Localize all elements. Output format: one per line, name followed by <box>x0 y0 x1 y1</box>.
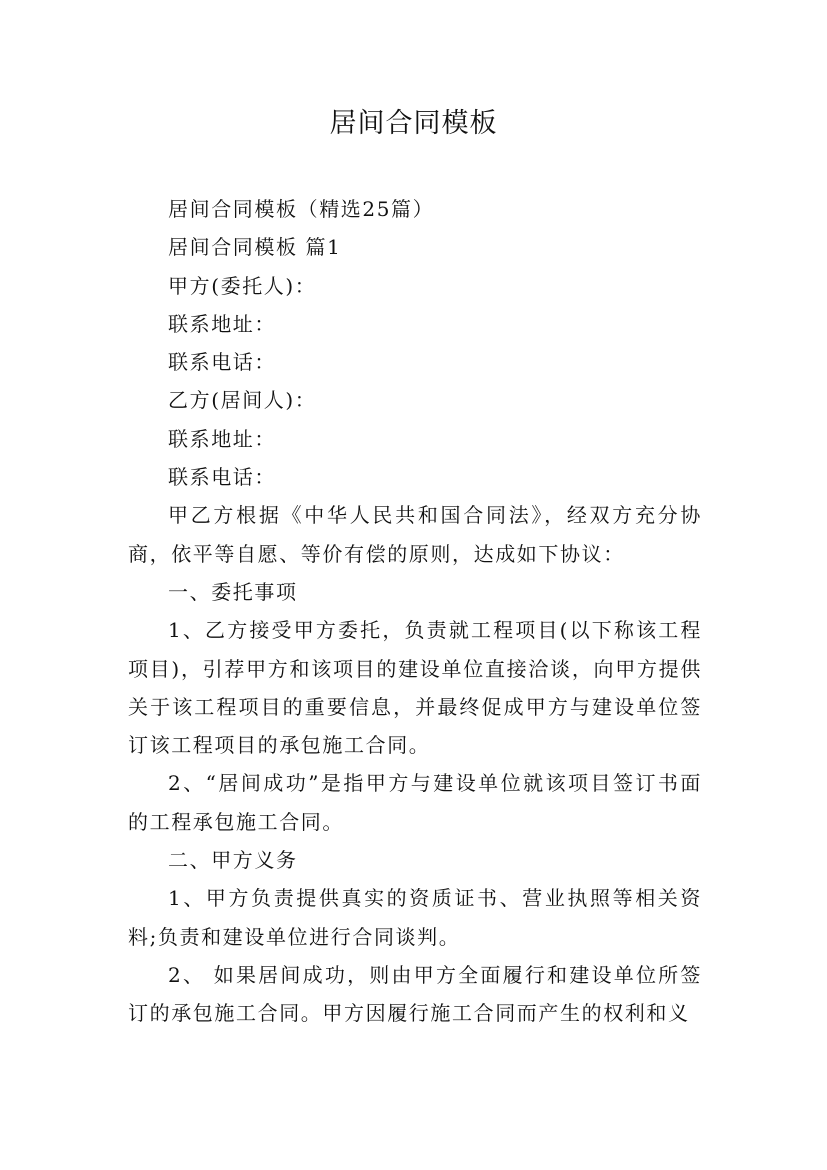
subtitle-line: 居间合同模板（精选25篇） <box>168 197 435 221</box>
document-body <box>128 190 702 1033</box>
clause-heading-1: 一、委托事项 <box>168 579 298 604</box>
clause-2-item-2: 2、 如果居间成功，则由甲方全面履行和建设单位所签订的承包施工合同。甲方因履行施工合同而产生的权利和义 <box>128 962 702 1026</box>
agreement-intro: 甲乙方根据《中华人民共和国合同法》，经双方充分协商，依平等自愿、等价有偿的原则，达成如下协议： <box>128 503 702 566</box>
clause-heading-2: 二、甲方义务 <box>168 848 298 873</box>
party-a-label: 甲方(委托人)： <box>168 273 317 298</box>
party-a-phone: 联系电话： <box>168 350 276 375</box>
section-heading: 居间合同模板 篇1 <box>168 235 342 260</box>
party-a-address: 联系地址： <box>168 311 276 336</box>
clause-1-item-1: 1、乙方接受甲方委托，负责就工程项目(以下称该工程项目)，引荐甲方和该项目的建设单位直接洽谈，向甲方提供关于该工程项目的重要信息，并最终促成甲方与建设单位签订该工程项目的承包施工合同。 <box>128 618 702 758</box>
party-b-label: 乙方(居间人)： <box>168 388 317 413</box>
clause-2-item-1: 1、甲方负责提供真实的资质证书、营业执照等相关资料;负责和建设单位进行合同谈判。 <box>128 886 702 949</box>
party-b-phone: 联系电话： <box>168 465 276 490</box>
party-b-address: 联系地址： <box>168 426 276 451</box>
document-title: 居间合同模板 <box>329 108 498 139</box>
clause-1-item-2: 2、“居间成功”是指甲方与建设单位就该项目签订书面的工程承包施工合同。 <box>128 771 702 834</box>
